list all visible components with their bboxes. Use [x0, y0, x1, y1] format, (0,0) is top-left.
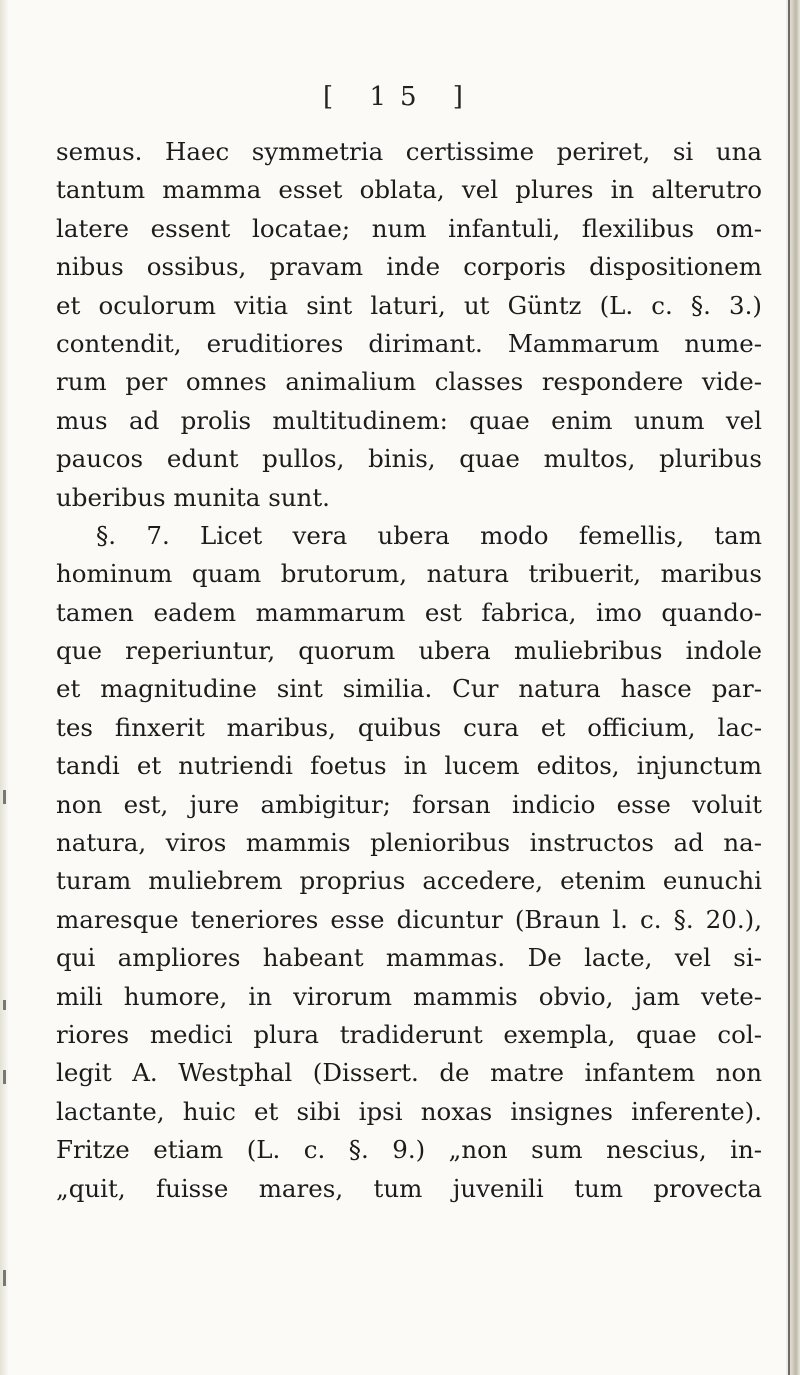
text-line: paucos edunt pullos, binis, quae multos, pluribus — [56, 444, 762, 474]
text-line: natura, viros mammis plenioribus instructos ad na- — [56, 828, 762, 858]
left-page-edge — [0, 0, 8, 1375]
text-line: mus ad prolis multitudinem: quae enim unum vel — [56, 405, 762, 435]
text-line: tandi et nutriendi foetus in lucem editos, injunctum — [56, 751, 762, 781]
text-line: „quit, fuisse mares, tum juvenili tum provecta — [56, 1173, 762, 1203]
text-line: uberibus munita sunt. — [56, 482, 330, 512]
text-line: maresque teneriores esse dicuntur (Braun l. c. §. 20.), — [56, 904, 762, 934]
text-line: semus. Haec symmetria certissime periret, si una — [56, 137, 762, 166]
text-line: tantum mamma esset oblata, vel plures in alterutro — [56, 175, 762, 205]
text-line: qui ampliores habeant mammas. De lacte, vel si- — [56, 943, 762, 973]
text-line: riores medici plura tradiderunt exempla, quae col- — [56, 1019, 762, 1049]
text-line: legit A. Westphal (Dissert. de matre infantem non — [56, 1058, 762, 1088]
body-text — [56, 133, 762, 1208]
edge-mark — [3, 790, 6, 804]
text-line: mili humore, in virorum mammis obvio, jam vete- — [56, 981, 762, 1011]
edge-mark — [3, 1270, 6, 1286]
text-line: latere essent locatae; num infantuli, flexilibus om- — [56, 213, 762, 243]
binding-shadow — [788, 0, 790, 1375]
text-line: §. 7. Licet vera ubera modo femellis, tam — [96, 520, 762, 550]
text-line: turam muliebrem proprius accedere, etenim eunuchi — [56, 866, 762, 896]
text-line: et magnitudine sint similia. Cur natura hasce par- — [56, 674, 762, 704]
text-line: tes finxerit maribus, quibus cura et officium, lac- — [56, 712, 762, 742]
text-line: et oculorum vitia sint laturi, ut Güntz (L. c. §. 3.) — [56, 290, 762, 320]
text-line: Fritze etiam (L. c. §. 9.) „non sum nescius, in- — [56, 1135, 762, 1165]
edge-mark — [3, 1070, 6, 1084]
text-line: lactante, huic et sibi ipsi noxas insignes inferente). — [56, 1096, 762, 1126]
page-number: [ 15 ] — [323, 82, 477, 112]
text-line: non est, jure ambigitur; forsan indicio esse voluit — [56, 789, 762, 819]
text-line: que reperiuntur, quorum ubera muliebribus indole — [56, 636, 762, 666]
text-line: hominum quam brutorum, natura tribuerit, maribus — [56, 559, 762, 589]
text-line: nibus ossibus, pravam inde corporis dispositionem — [56, 252, 762, 282]
text-line: rum per omnes animalium classes respondere vide- — [56, 367, 762, 397]
text-line: tamen eadem mammarum est fabrica, imo quando- — [56, 597, 762, 627]
text-line: contendit, eruditiores dirimant. Mammarum nume- — [56, 328, 762, 358]
edge-mark — [3, 1000, 6, 1010]
